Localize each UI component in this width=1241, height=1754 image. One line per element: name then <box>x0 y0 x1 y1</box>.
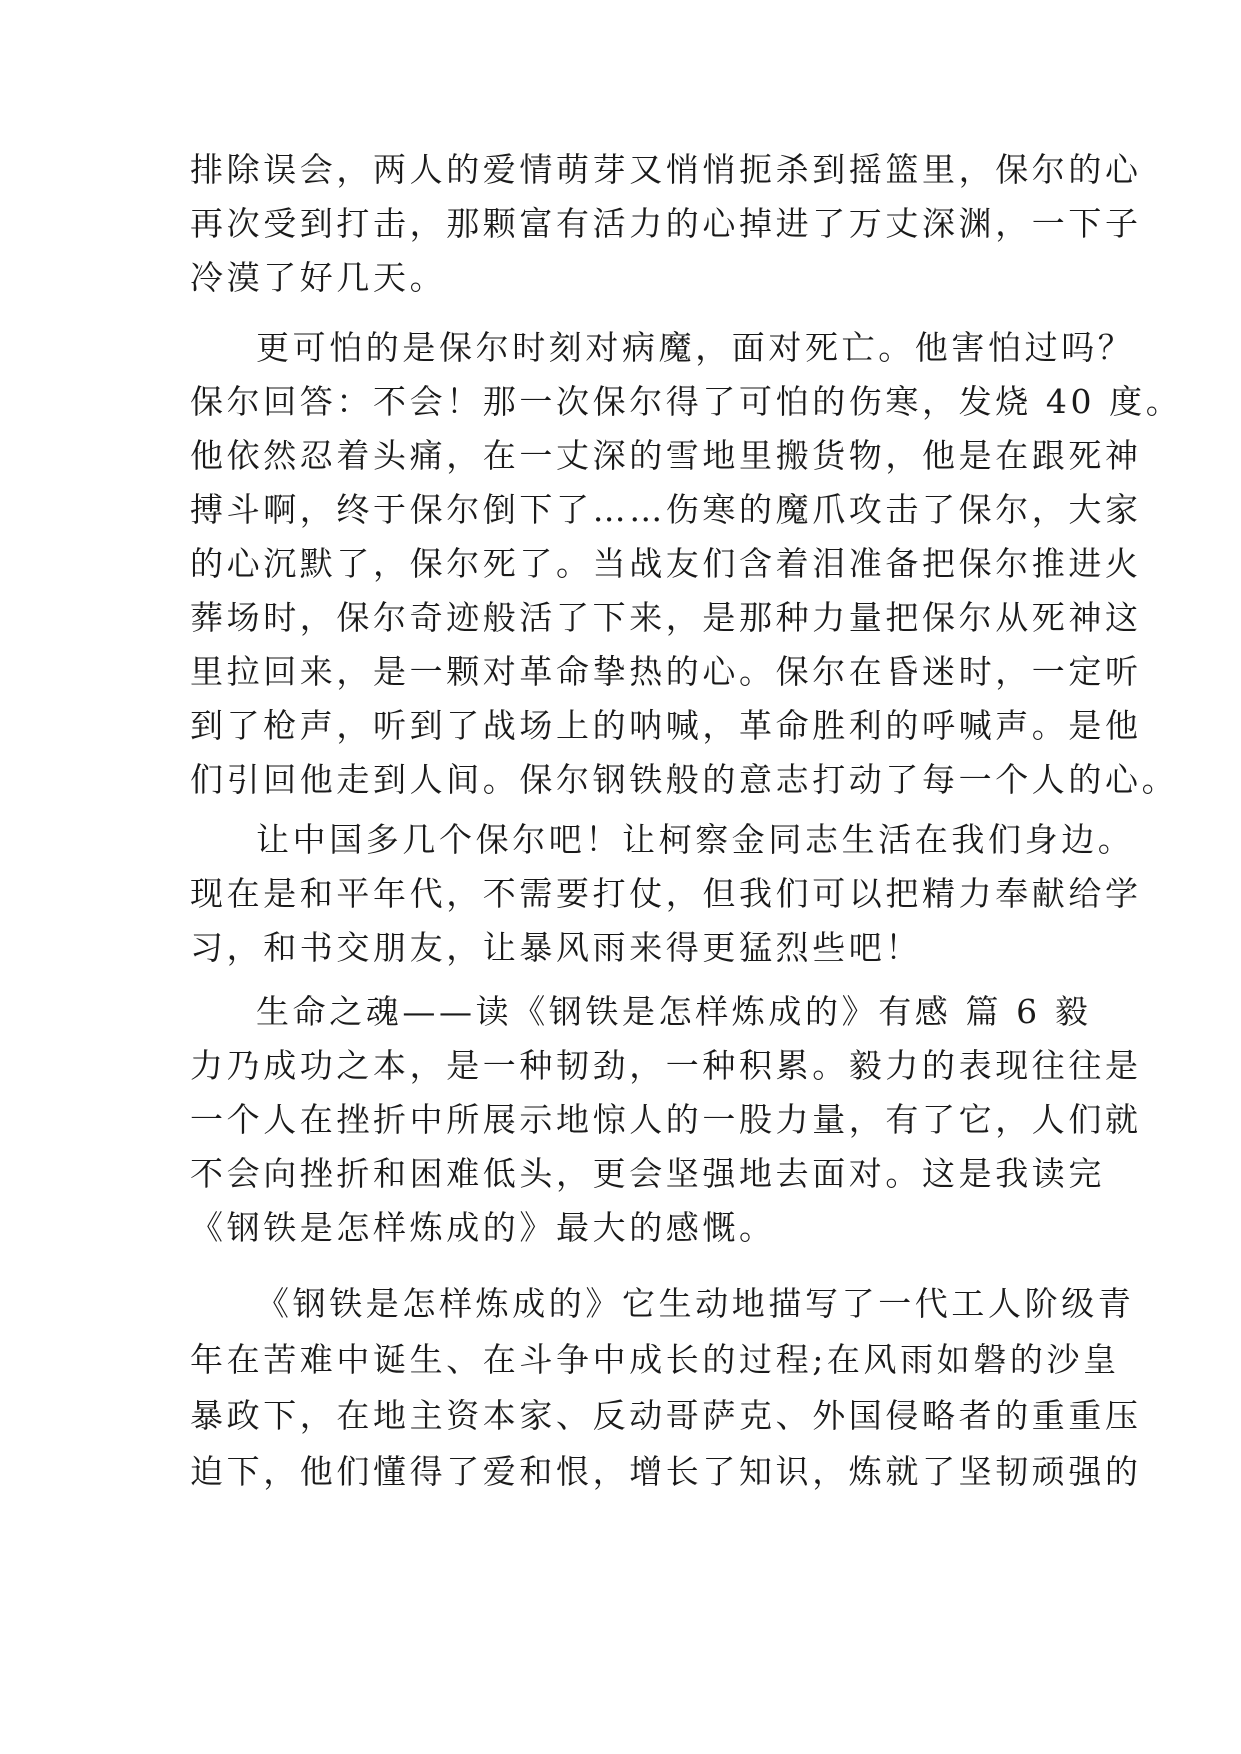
text-line: 保尔回答：不会！那一次保尔得了可怕的伤寒，发烧 40 度。 <box>190 382 1183 421</box>
text-line: 生命之魂——读《钢铁是怎样炼成的》有感 篇 6 毅 <box>256 992 1092 1031</box>
text-line: 《钢铁是怎样炼成的》它生动地描写了一代工人阶级青 <box>256 1284 1135 1323</box>
text-line: 的心沉默了，保尔死了。当战友们含着泪准备把保尔推进火 <box>190 544 1142 583</box>
text-line: 迫下，他们懂得了爱和恨，增长了知识，炼就了坚韧顽强的 <box>190 1452 1142 1491</box>
text-line: 不会向挫折和困难低头，更会坚强地去面对。这是我读完 <box>190 1154 1105 1193</box>
text-line: 现在是和平年代，不需要打仗，但我们可以把精力奉献给学 <box>190 874 1142 913</box>
text-line: 暴政下，在地主资本家、反动哥萨克、外国侵略者的重重压 <box>190 1396 1142 1435</box>
text-line: 更可怕的是保尔时刻对病魔，面对死亡。他害怕过吗？ <box>256 328 1135 367</box>
text-line: 再次受到打击，那颗富有活力的心掉进了万丈深渊，一下子 <box>190 204 1142 243</box>
text-line: 他依然忍着头痛，在一丈深的雪地里搬货物，他是在跟死神 <box>190 436 1142 475</box>
text-line: 搏斗啊，终于保尔倒下了……伤寒的魔爪攻击了保尔，大家 <box>190 490 1142 529</box>
text-line: 冷漠了好几天。 <box>190 258 447 297</box>
text-line: 习，和书交朋友，让暴风雨来得更猛烈些吧！ <box>190 928 922 967</box>
text-line: 们引回他走到人间。保尔钢铁般的意志打动了每一个人的心。 <box>190 760 1179 799</box>
text-line: 排除误会，两人的爱情萌芽又悄悄扼杀到摇篮里，保尔的心 <box>190 150 1142 189</box>
text-line: 《钢铁是怎样炼成的》最大的感慨。 <box>190 1208 776 1247</box>
text-line: 年在苦难中诞生、在斗争中成长的过程;在风雨如磐的沙皇 <box>190 1340 1120 1379</box>
text-line: 到了枪声，听到了战场上的呐喊，革命胜利的呼喊声。是他 <box>190 706 1142 745</box>
text-line: 里拉回来，是一颗对革命挚热的心。保尔在昏迷时，一定听 <box>190 652 1142 691</box>
text-line: 让中国多几个保尔吧！让柯察金同志生活在我们身边。 <box>256 820 1135 859</box>
text-line: 葬场时，保尔奇迹般活了下来，是那种力量把保尔从死神这 <box>190 598 1142 637</box>
text-line: 一个人在挫折中所展示地惊人的一股力量，有了它，人们就 <box>190 1100 1142 1139</box>
text-line: 力乃成功之本，是一种韧劲，一种积累。毅力的表现往往是 <box>190 1046 1142 1085</box>
